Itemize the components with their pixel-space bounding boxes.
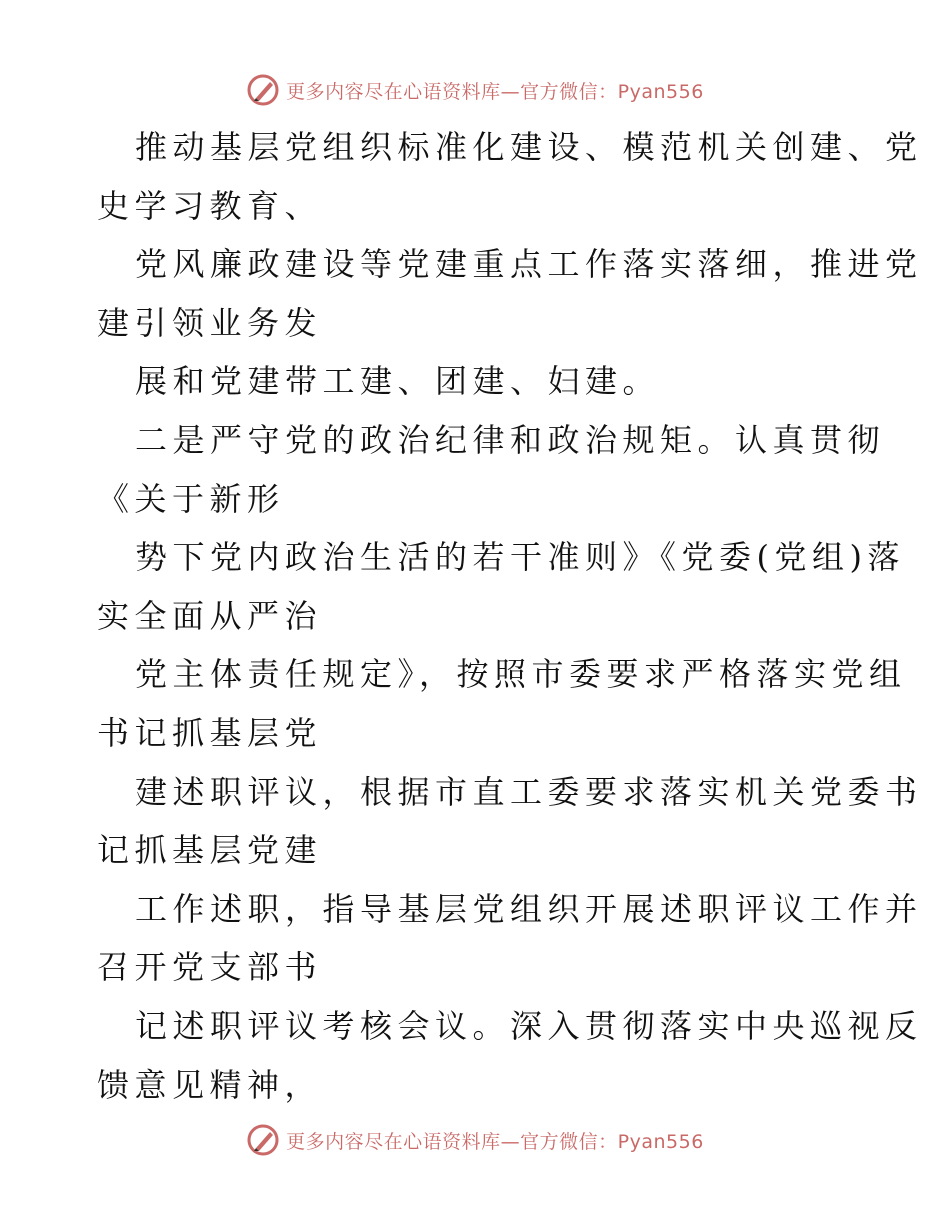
document-body <box>97 118 923 1114</box>
text-line: 记抓基层党建 <box>97 831 323 870</box>
text-line: 展和党建带工建、团建、妇建。 <box>135 362 661 401</box>
text-line: 建引领业务发 <box>97 303 323 342</box>
text-line: 二是严守党的政治纪律和政治规矩。认真贯彻 <box>135 420 886 459</box>
text-line: 召开党支部书 <box>97 948 323 987</box>
pen-seal-icon <box>246 1123 280 1157</box>
footer-watermark <box>0 1120 950 1160</box>
text-line: 推动基层党组织标准化建设、模范机关创建、党 <box>135 128 923 166</box>
header-watermark <box>0 70 950 110</box>
text-line: 《关于新形 <box>97 479 285 518</box>
text-line: 党主体责任规定》，按照市委要求严格落实党组 <box>135 655 907 694</box>
text-line: 馈意见精神， <box>97 1065 323 1104</box>
text-line: 势下党内政治生活的若干准则》《党委(党组)落 <box>135 538 905 577</box>
text-line: 工作述职，指导基层党组织开展述职评议工作并 <box>135 889 923 928</box>
text-line: 记述职评议考核会议。深入贯彻落实中央巡视反 <box>135 1006 923 1045</box>
text-line: 史学习教育、 <box>97 186 323 225</box>
watermark-text: 更多内容尽在心语资料库—官方微信：Pyan556 <box>286 1130 704 1153</box>
text-line: 书记抓基层党 <box>97 713 323 752</box>
text-line: 建述职评议，根据市直工委要求落实机关党委书 <box>135 772 923 811</box>
watermark-text: 更多内容尽在心语资料库—官方微信：Pyan556 <box>286 80 704 103</box>
pen-seal-icon <box>246 73 280 107</box>
text-line: 实全面从严治 <box>97 596 323 635</box>
text-line: 党风廉政建设等党建重点工作落实落细，推进党 <box>135 245 923 284</box>
